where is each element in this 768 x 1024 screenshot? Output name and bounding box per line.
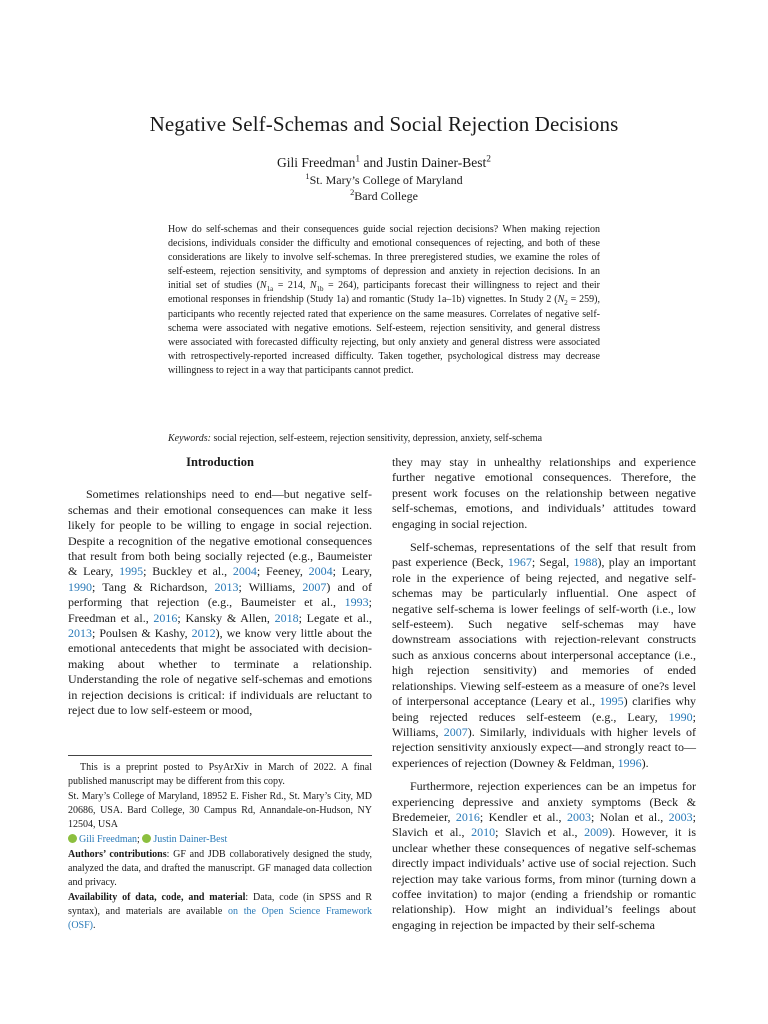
keywords xyxy=(168,433,600,444)
author-1-sup: 1 xyxy=(355,154,361,165)
affil-2-sup: 2 xyxy=(350,188,355,197)
text: ; Freedman et al., xyxy=(68,595,372,625)
citation-link[interactable]: 2018 xyxy=(274,610,299,625)
abstract-n1a-sub: 1a xyxy=(266,285,274,294)
text: ), we know very little about the emotional antecedents that might be associated with decision-making about whether to terminate a relationship. Understanding the role of negative self-schemas and emotions in rejection decisions is critical: if individuals are reluctant to reject due to low self-esteem or mood, xyxy=(68,626,373,718)
orcid-link-dainer-best[interactable]: Justin Dainer-Best xyxy=(153,834,228,845)
text: Sometimes relationships need to end—but negative self-schemas and their emotional consequences can make it less likely for people to be willing to engage in social rejection. Despite a recognition of the negative emotional consequences that result from both being socially rejected (e.g., Baumeister & Leary, xyxy=(68,487,372,579)
citation-link[interactable]: 2013 xyxy=(68,626,92,641)
citation-link[interactable]: 1990 xyxy=(668,709,693,724)
contributions-text: : GF and JDB collaboratively designed the study, analyzed the data, and drafted the manuscript. GF managed data collection and privacy. xyxy=(68,849,372,888)
abstract-n1a-value: = 214, xyxy=(273,280,310,292)
author-1: Gili Freedman xyxy=(277,155,356,170)
section-heading-introduction: Introduction xyxy=(186,455,254,469)
citation-link[interactable]: 1990 xyxy=(68,579,92,594)
text: ), play an important role in the experience of being rejected, and negative self-schemas may be particularly influential. One aspect of negative self-schema is lower feelings of self-worth (i.e., low self-esteem). Such negative self-schemas may have downstream associations with rejection-relevant constructs such as anxious concerns about interpersonal acceptance (i.e., high rejection sensitivity) and memories of ended relationships. Viewing self-esteem as a measure of one?s level of interpersonal acceptance (Leary et al., xyxy=(392,555,697,709)
abstract-n1a: N xyxy=(259,280,267,292)
abstract-text-1: How do self-schemas and their consequences guide social rejection decisions? When making rejection decisions, individuals consider the difficulty and emotional consequences of rejecting, and both of these considerations are likely to involve self-schemas. In three preregistered studies, we examine the roles of self-esteem, rejection sensitivity, and symptoms of depression and anxiety in rejection decisions. In an initial set of studies ( xyxy=(168,224,600,292)
left-column xyxy=(68,455,372,727)
keywords-label: Keywords: xyxy=(168,433,211,444)
citation-link[interactable]: 1995 xyxy=(119,564,144,579)
orcid-icon xyxy=(68,834,77,843)
footnote-rule xyxy=(68,755,372,756)
intro-paragraph-1 xyxy=(68,487,372,718)
text: ; Tang & Richardson, xyxy=(92,579,215,594)
affil-1-text: St. Mary’s College of Maryland xyxy=(309,173,463,187)
text: ; Segal, xyxy=(531,555,574,570)
text: ). However, it is unclear whether these consequences of negative self-schemas directly impact individuals’ active use of social rejection. Such rejection may take various forms, from minor (turning down a coffee invitation) to major (ending a friendship or romantic relationship). How might an individual’s feelings about engaging in rejection be impacted by their self-schema xyxy=(392,825,696,932)
text: ; Buckley et al., xyxy=(143,564,233,579)
citation-link[interactable]: 2016 xyxy=(455,809,480,824)
text: ). xyxy=(641,755,649,770)
citation-link[interactable]: 2007 xyxy=(443,724,468,739)
abstract-n1b: N xyxy=(309,280,317,292)
citation-link[interactable]: 2009 xyxy=(584,825,609,840)
abstract xyxy=(168,223,600,378)
footnotes xyxy=(68,761,372,934)
right-paragraph-1: they may stay in unhealthy relationships and experience further negative emotional consequences. Therefore, the present work focuses on the relationship between negative self-schemas, emotions, and individuals’ attitudes toward engaging in social rejection. xyxy=(392,455,696,531)
author-line xyxy=(0,155,768,171)
citation-link[interactable]: 2003 xyxy=(566,809,591,824)
abstract-n2: N xyxy=(557,294,565,306)
orcid-icon xyxy=(142,834,151,843)
citation-link[interactable]: 1993 xyxy=(344,595,369,610)
abstract-n1b-value: = 264), participants forecast their willingness to reject and their emotional responses in friendship (Study 1a) and romantic (Study 1a–1b) vignettes. In Study 2 ( xyxy=(168,280,600,306)
text: ; Slavich et al., xyxy=(392,809,696,840)
text: ; Williams, xyxy=(392,709,696,739)
text: ) clarifies why being rejected reduces self-esteem (e.g., Leary, xyxy=(392,694,696,724)
text: ; Nolan et al., xyxy=(590,809,669,824)
text: ; Feeney, xyxy=(256,564,309,579)
footnote-availability xyxy=(68,891,372,933)
citation-link[interactable]: 2010 xyxy=(471,825,496,840)
citation-link[interactable]: 1967 xyxy=(507,555,532,570)
citation-link[interactable]: 2012 xyxy=(191,626,216,641)
citation-link[interactable]: 2004 xyxy=(308,564,333,579)
orcid-link-freedman[interactable]: Gili Freedman xyxy=(79,834,138,845)
text: ; Leary, xyxy=(332,564,372,579)
right-paragraph-3 xyxy=(392,779,696,933)
osf-link[interactable]: on the Open Science Framework (OSF) xyxy=(68,906,372,931)
keywords-list: social rejection, self-esteem, rejection sensitivity, depression, anxiety, self-schema xyxy=(210,433,543,444)
affil-1-sup: 1 xyxy=(305,172,310,181)
author-2: Justin Dainer-Best xyxy=(386,155,487,170)
citation-link[interactable]: 2013 xyxy=(214,579,239,594)
footnote-contributions xyxy=(68,848,372,890)
text: ). Similarly, individuals with higher levels of rejection sensitivity anxiously expect—and strongly react to—experiences of rejection (Downey & Feldman, xyxy=(392,724,696,770)
text: ; Williams, xyxy=(238,579,303,594)
right-paragraph-2 xyxy=(392,540,696,771)
paper-title: Negative Self-Schemas and Social Rejection Decisions xyxy=(149,112,619,136)
text: ; Kendler et al., xyxy=(479,809,567,824)
footnote-orcid xyxy=(68,833,372,847)
right-column xyxy=(392,455,696,941)
availability-text: : Data, code (in SPSS and R syntax), and materials are available xyxy=(68,892,373,917)
abstract-text-2: = 259), participants who recently rejected rated that experience on the same measures. Correlates of negative self-schema were associated with negative emotions. Self-esteem, rejection sensitivity, and general distress were associated with forecasted difficulty rejecting, but only anxiety and general distress were associated with retrospectively-reported increased difficulty. Taken together, psychological distress may decrease willingness to reject in a way that participants cannot predict. xyxy=(168,294,600,376)
text: ; Kansky & Allen, xyxy=(177,610,275,625)
affiliation-1 xyxy=(0,173,768,188)
citation-link[interactable]: 1996 xyxy=(617,755,642,770)
text: ; Slavich et al., xyxy=(495,825,585,840)
citation-link[interactable]: 2004 xyxy=(232,564,257,579)
citation-link[interactable]: 2003 xyxy=(668,809,693,824)
abstract-n2-sub: 2 xyxy=(564,299,568,308)
author-conjunction: and xyxy=(363,155,383,170)
contributions-label: Authors’ contributions xyxy=(68,849,167,860)
affiliation-2 xyxy=(0,189,768,204)
author-2-sup: 2 xyxy=(486,154,491,165)
text: . xyxy=(93,920,96,931)
availability-label: Availability of data, code, and material xyxy=(68,892,246,903)
affil-2-text: Bard College xyxy=(354,189,418,203)
text: ; xyxy=(137,834,143,845)
citation-link[interactable]: 2007 xyxy=(302,579,327,594)
footnote-addresses: St. Mary’s College of Maryland, 18952 E. Fisher Rd., St. Mary’s City, MD 20686, USA. Bard College, 30 Campus Rd, Annandale-on-Hudson, NY 12504, USA xyxy=(68,791,372,830)
footnote-preprint: This is a preprint posted to PsyArXiv in March of 2022. A final published manuscript may be different from this copy. xyxy=(68,762,372,787)
citation-link[interactable]: 2016 xyxy=(153,610,178,625)
citation-link[interactable]: 1995 xyxy=(599,694,624,709)
abstract-n1b-sub: 1b xyxy=(316,285,324,294)
text: ; Legate et al., xyxy=(298,610,372,625)
text: Furthermore, rejection experiences can be an impetus for experiencing depressive and anxiety symptoms (Beck & Bredemeier, xyxy=(392,779,696,824)
text: ; Poulsen & Kashy, xyxy=(92,626,192,641)
citation-link[interactable]: 1988 xyxy=(573,555,598,570)
text: Self-schemas, representations of the self that result from past experience (Beck, xyxy=(392,540,696,570)
text: ) and of performing that rejection (e.g., Baumeister et al., xyxy=(68,579,372,610)
